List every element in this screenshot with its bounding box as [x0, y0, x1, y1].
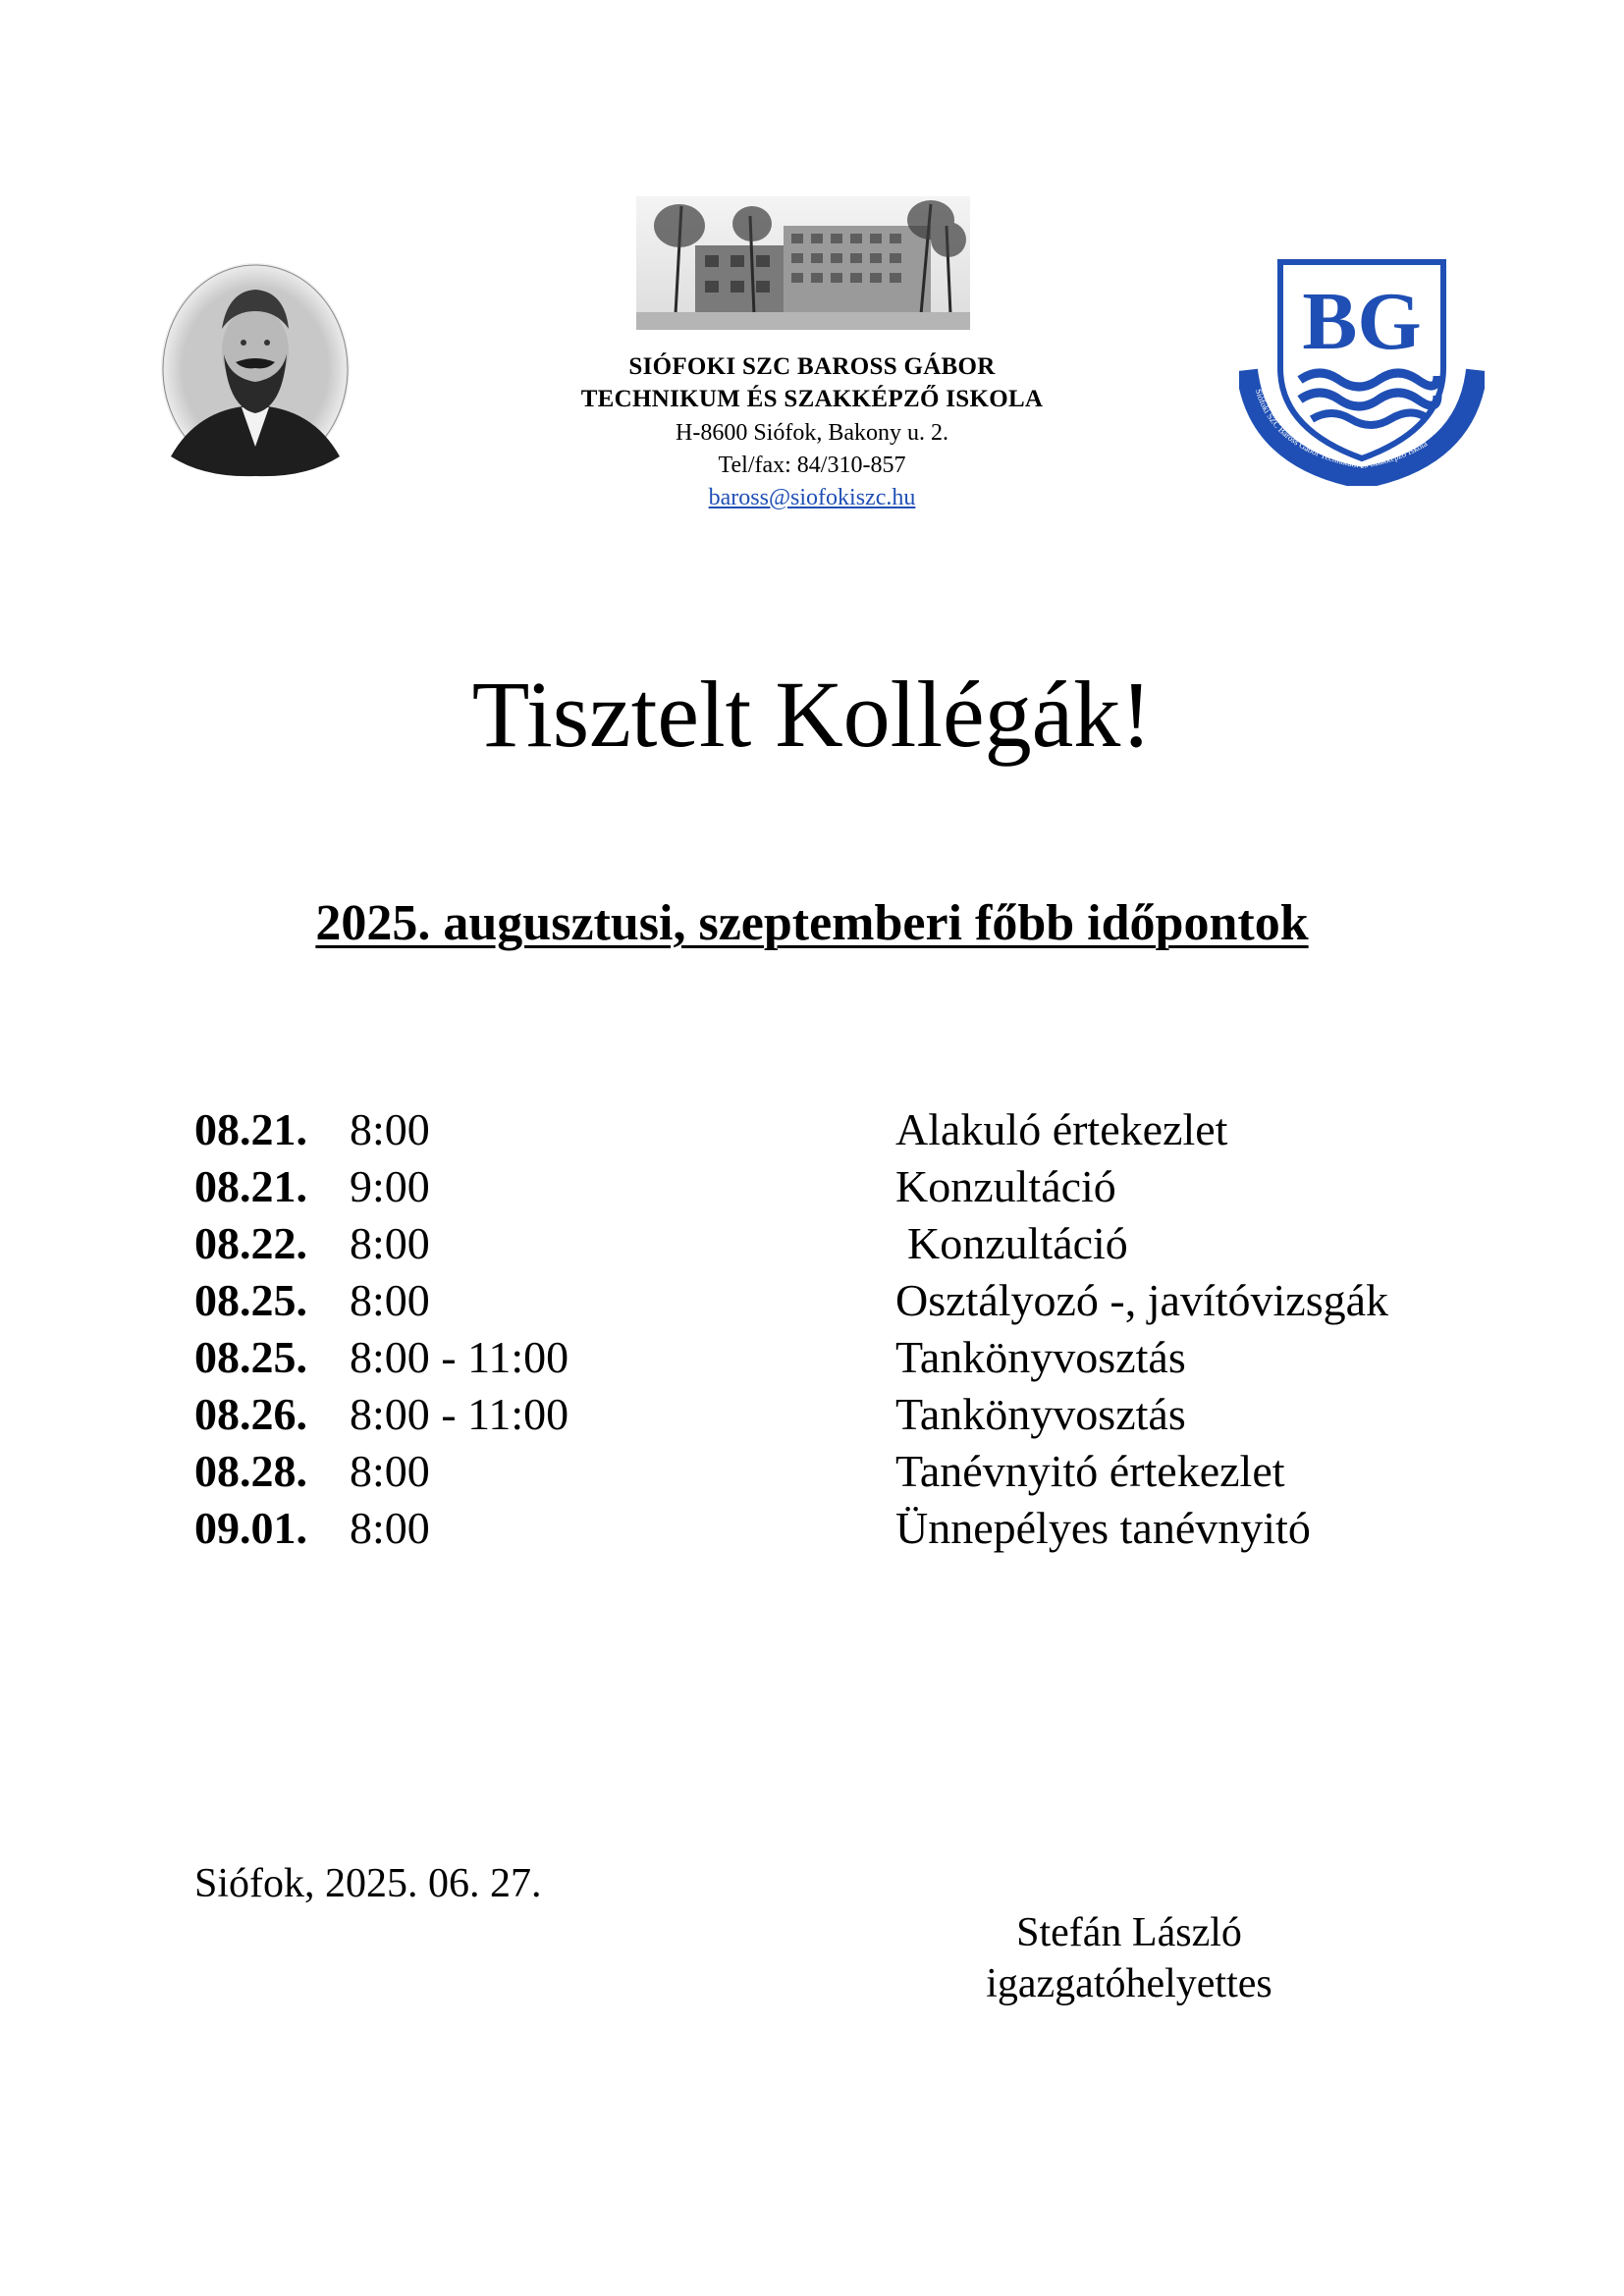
school-email-line: [0, 485, 1624, 511]
schedule-row: [194, 1500, 1471, 1557]
schedule-time: 8:00 - 11:00: [350, 1389, 569, 1439]
schedule-time: 8:00: [350, 1446, 430, 1496]
school-name-line-1: SIÓFOKI SZC BAROSS GÁBOR: [628, 353, 996, 380]
schedule-event: Tanévnyitó értekezlet: [895, 1446, 1285, 1496]
schedule-event: Tankönyvosztás: [895, 1332, 1186, 1382]
schedule-date: 08.22.: [194, 1218, 307, 1268]
schedule-row: [194, 1101, 1471, 1158]
logo-letters: BG: [1302, 276, 1422, 367]
schedule-time: 8:00: [350, 1503, 430, 1553]
schedule-date: 08.25.: [194, 1332, 307, 1382]
schedule-event: Konzultáció: [895, 1161, 1116, 1211]
greeting-heading: Tisztelt Kollégák!: [471, 662, 1153, 767]
schedule-list: [194, 1101, 1471, 1557]
school-phone: Tel/fax: 84/310-857: [718, 453, 906, 478]
schedule-event: Ünnepélyes tanévnyitó: [895, 1503, 1311, 1553]
schedule-row: [194, 1329, 1471, 1386]
schedule-time: 9:00: [350, 1161, 430, 1211]
schedule-date: 08.21.: [194, 1161, 307, 1211]
school-address: H-8600 Siófok, Bakony u. 2.: [676, 420, 948, 446]
schedule-row: [194, 1215, 1471, 1272]
logo-ring-text: Siófoki SZC Baross Gábor Technikum és Szakképző Iskola: [1253, 387, 1430, 471]
schedule-event: Konzultáció: [907, 1218, 1128, 1268]
email-link[interactable]: baross@siofokiszc.hu: [708, 485, 916, 510]
schedule-date: 08.21.: [194, 1104, 307, 1154]
schedule-date: 09.01.: [194, 1503, 307, 1553]
schedule-row: [194, 1158, 1471, 1215]
place-and-date: Siófok, 2025. 06. 27.: [194, 1861, 542, 1906]
schedule-time: 8:00: [350, 1104, 430, 1154]
schedule-event: Osztályozó -, javítóvizsgák: [895, 1275, 1389, 1325]
signer-name: Stefán László: [1016, 1910, 1242, 1955]
schedule-time: 8:00 - 11:00: [350, 1332, 569, 1382]
schedule-row: [194, 1272, 1471, 1329]
schedule-row: [194, 1386, 1471, 1443]
schedule-time: 8:00: [350, 1275, 430, 1325]
schedule-row: [194, 1443, 1471, 1500]
schedule-date: 08.25.: [194, 1275, 307, 1325]
signer-title: igazgatóhelyettes: [986, 1961, 1272, 2006]
school-name-line-2: TECHNIKUM ÉS SZAKKÉPZŐ ISKOLA: [580, 386, 1044, 412]
school-building-image: [636, 196, 970, 330]
schedule-event: Alakuló értekezlet: [895, 1104, 1228, 1154]
schedule-date: 08.28.: [194, 1446, 307, 1496]
schedule-time: 8:00: [350, 1218, 430, 1268]
schedule-date: 08.26.: [194, 1389, 307, 1439]
schedule-subtitle: 2025. augusztusi, szeptemberi főbb időpontok: [315, 895, 1309, 951]
schedule-event: Tankönyvosztás: [895, 1389, 1186, 1439]
